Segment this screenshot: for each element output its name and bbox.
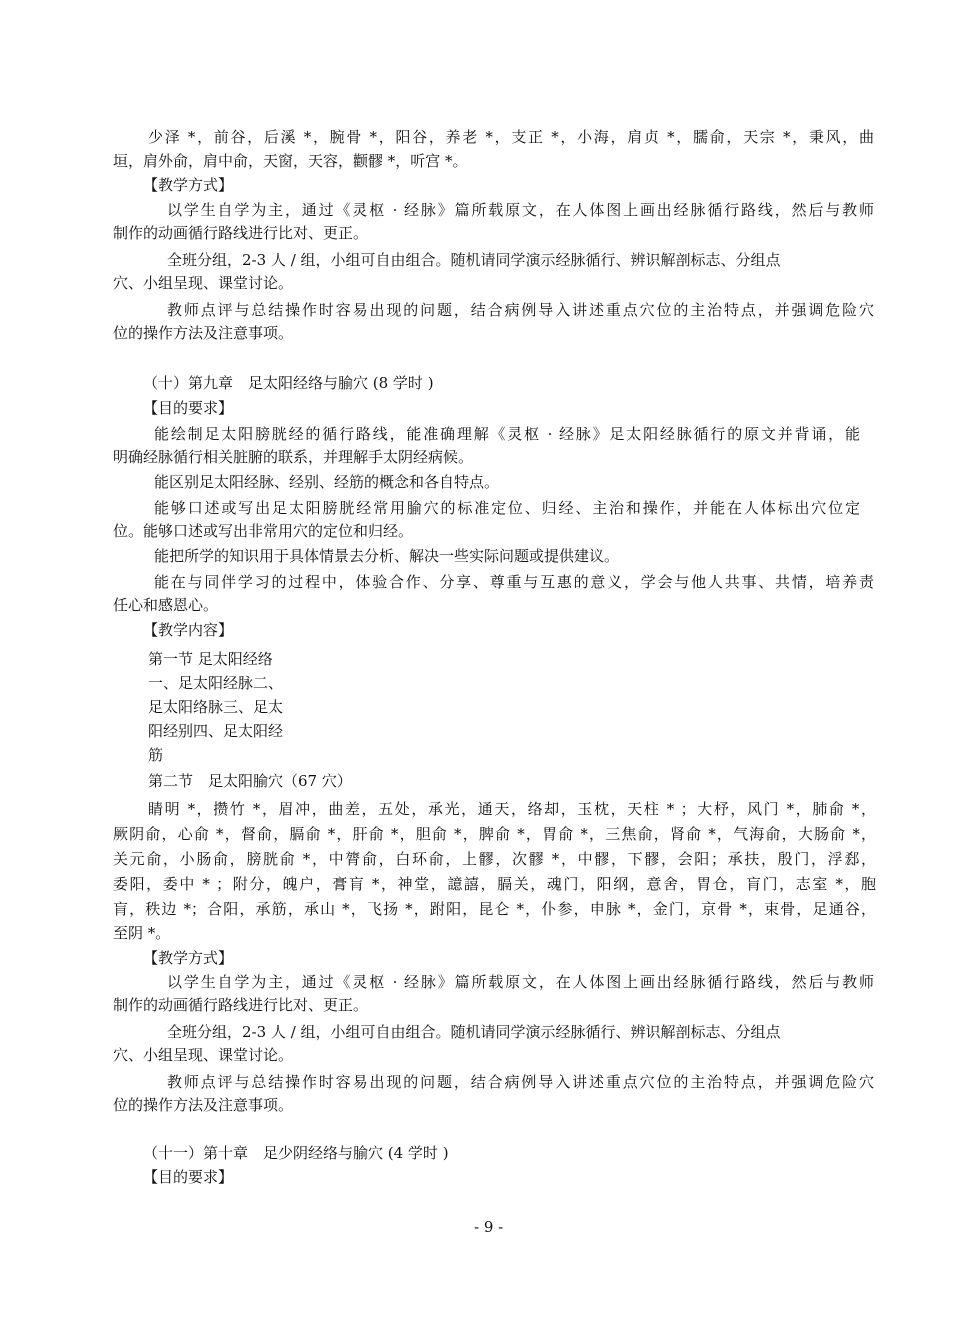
content-line: 足太阳络脉三、足太 [148,698,284,716]
content-line: 第一节 足太阳经络 [148,650,273,668]
method-paragraph-line: 穴、小组呈现、课堂讨论。 [113,274,294,292]
objectives-heading: 【目的要求】 [143,1168,234,1186]
method-paragraph-line: 制作的动画循行路线进行比对、更正。 [113,224,369,242]
acupoint-list-line: 委阳，委中 * ；附分，魄户，膏肓 *，神堂，譩譆，膈关，魂门，阳纲，意舍，胃仓，肓门，志室 *，胞 [113,875,876,893]
acupoint-list-line: 至阴 *。 [113,924,171,942]
method-paragraph-line: 教师点评与总结操作时容易出现的问题，结合病例导入讲述重点穴位的主治特点，并强调危险穴 [167,301,874,319]
content-line: 第二节 足太阳腧穴（67 穴） [148,772,352,790]
objective-line: 能在与同伴学习的过程中，体验合作、分享、尊重与互惠的意义，学会与他人共事、共情，培养责 [154,573,874,591]
section-heading: （十一）第十章 足少阴经络与腧穴 (4 学时 ) [143,1144,449,1162]
objective-line: 能区别足太阳经脉、经别、经筋的概念和各自特点。 [154,473,500,491]
acupoint-list-line: 睛明 *，攒竹 *，眉冲，曲差，五处，承光，通天，络却，玉枕，天柱 * ；大杼，风门 *，肺俞 *， [148,800,876,818]
section-heading: （十）第九章 足太阳经络与腧穴 (8 学时 ) [143,374,434,392]
objective-line: 明确经脉循行相关脏腑的联系，并理解手太阴经病候。 [113,448,474,466]
objective-line: 能够口述或写出足太阳膀胱经常用腧穴的标准定位、归经、主治和操作，并能在人体标出穴位定 [154,499,860,517]
method-paragraph-line: 以学生自学为主，通过《灵枢 · 经脉》篇所载原文，在人体图上画出经脉循行路线，然后与教师 [167,973,874,991]
objective-line: 能把所学的知识用于具体情景去分析、解决一些实际问题或提供建议。 [154,547,620,565]
content-line: 筋 [148,746,164,764]
method-paragraph-line: 位的操作方法及注意事项。 [113,1096,294,1114]
objective-line: 任心和感恩心。 [113,596,219,614]
objective-line: 能绘制足太阳膀胱经的循行路线，能准确理解《灵枢 · 经脉》足太阳经脉循行的原文并背诵，能 [154,425,860,443]
acupoint-list-line: 垣，肩外俞，肩中俞，天窗，天容，颧髎 *，听宫 *。 [113,152,468,170]
method-paragraph-line: 全班分组，2-3 人 / 组，小组可自由组合。随机请同学演示经脉循行、辨识解剖标志、分组点 [167,1023,781,1041]
objective-line: 位。能够口述或写出非常用穴的定位和归经。 [113,522,414,540]
acupoint-list-line: 肓，秩边 *；合阳，承筋，承山 *，飞扬 *，跗阳，昆仑 *，仆参，申脉 *，金门，京骨 *，束骨，足通谷， [113,900,876,918]
content-heading: 【教学内容】 [143,621,234,639]
page-number: - 9 - [474,1218,504,1236]
method-paragraph-line: 位的操作方法及注意事项。 [113,324,294,342]
method-paragraph-line: 教师点评与总结操作时容易出现的问题，结合病例导入讲述重点穴位的主治特点，并强调危险穴 [167,1073,874,1091]
acupoint-list-line: 关元俞，小肠俞，膀胱俞 *，中膂俞，白环俞，上髎，次髎 *，中髎，下髎，会阳；承扶，殷门，浮郄， [113,850,876,868]
content-line: 阳经别四、足太阳经 [148,722,284,740]
method-paragraph-line: 制作的动画循行路线进行比对、更正。 [113,996,369,1014]
method-paragraph-line: 全班分组，2-3 人 / 组，小组可自由组合。随机请同学演示经脉循行、辨识解剖标志、分组点 [167,251,781,269]
teaching-method-heading: 【教学方式】 [143,176,234,194]
content-line: 一、足太阳经脉二、 [148,674,284,692]
method-paragraph-line: 穴、小组呈现、课堂讨论。 [113,1046,294,1064]
objectives-heading: 【目的要求】 [143,399,234,417]
acupoint-list-line: 少泽 *，前谷，后溪 *，腕骨 *，阳谷，养老 *，支正 *，小海，肩贞 *，臑俞，天宗 *，秉风，曲 [148,128,874,146]
teaching-method-heading: 【教学方式】 [143,949,234,967]
acupoint-list-line: 厥阴俞，心俞 *，督俞，膈俞 *，肝俞 *，胆俞 *，脾俞 *，胃俞 *，三焦俞，肾俞 *，气海俞，大肠俞 *， [113,825,876,843]
method-paragraph-line: 以学生自学为主，通过《灵枢 · 经脉》篇所载原文，在人体图上画出经脉循行路线，然后与教师 [167,201,874,219]
